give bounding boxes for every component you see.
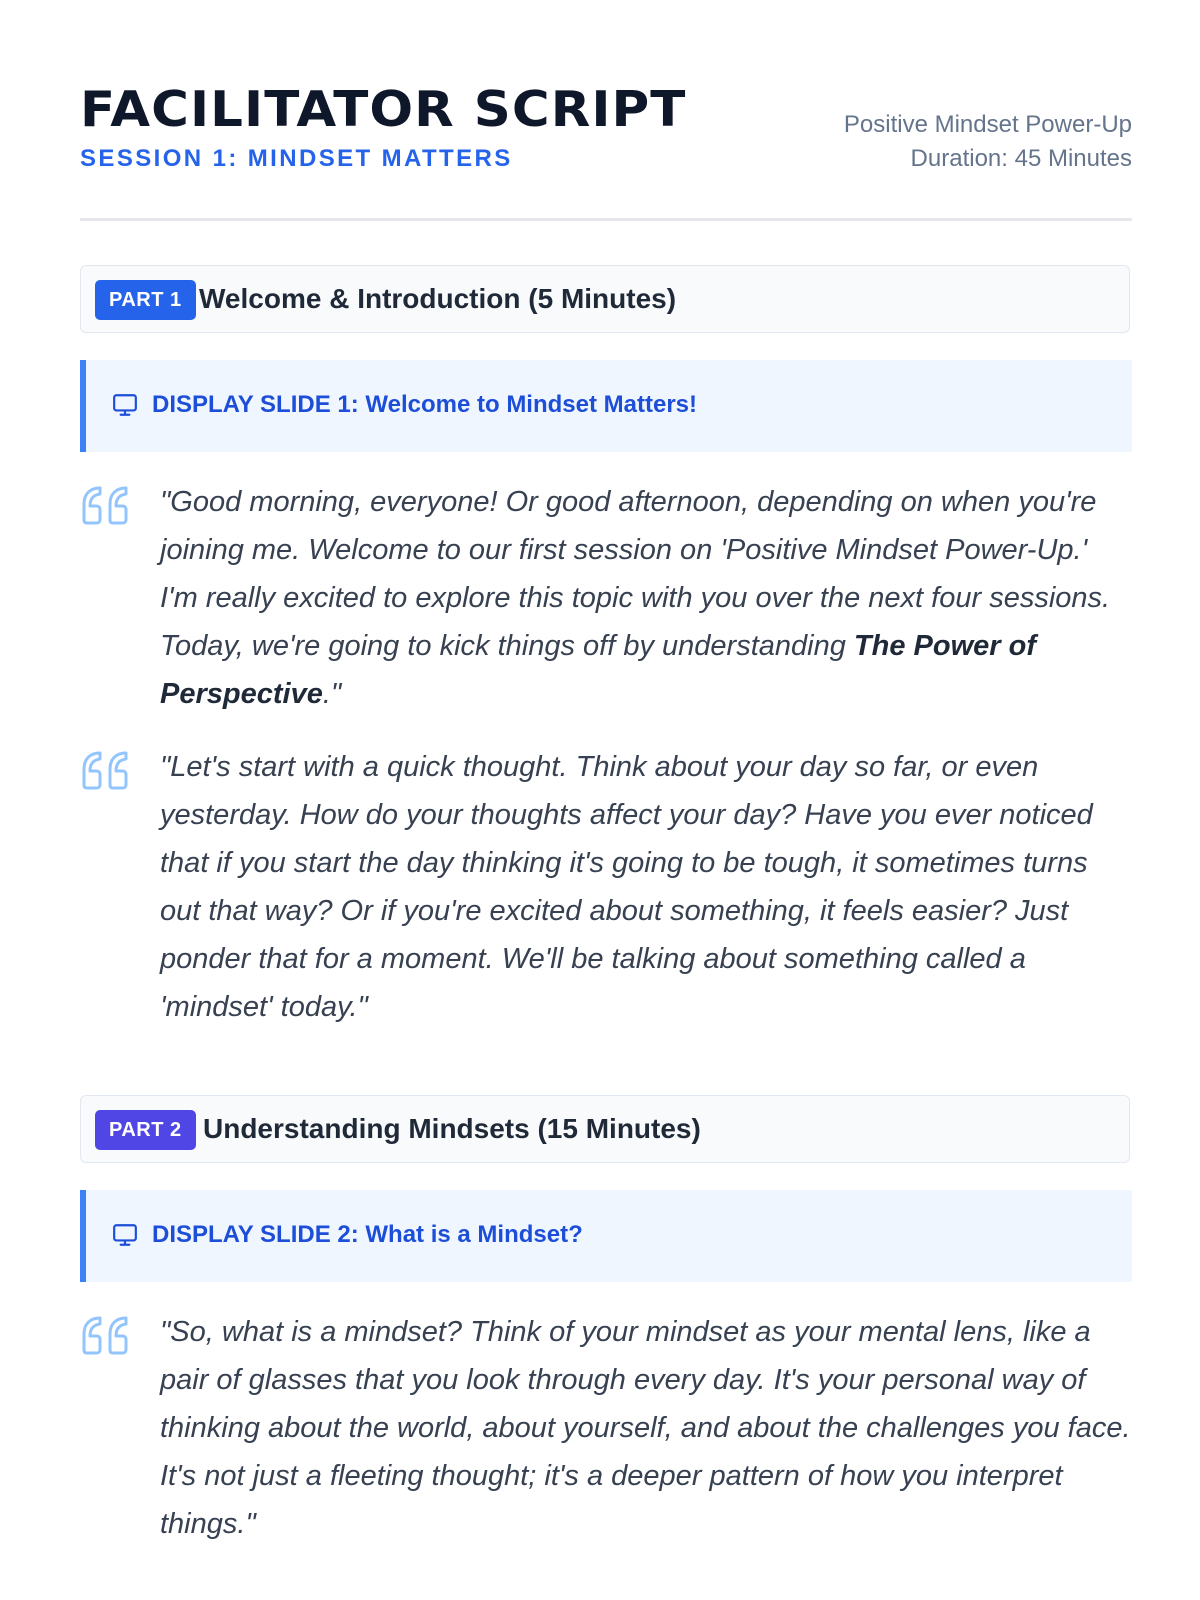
script-block-1 — [80, 478, 1132, 718]
part-1-badge: PART 1 — [95, 280, 196, 320]
document-header — [80, 0, 1132, 221]
monitor-icon — [112, 392, 138, 418]
part-2-header — [80, 1095, 1130, 1163]
part-2-title: Understanding Mindsets (15 Minutes) — [203, 1113, 701, 1144]
script-block-3 — [80, 1308, 1132, 1548]
script-text-1-end: ." — [322, 678, 342, 710]
monitor-icon — [112, 1222, 138, 1248]
quote-icon — [80, 1312, 130, 1356]
session-duration: Duration: 45 Minutes — [910, 145, 1132, 172]
slide-2-callout — [80, 1190, 1132, 1282]
slide-2-label: DISPLAY SLIDE 2: What is a Mindset? — [152, 1221, 583, 1248]
part-1-title: Welcome & Introduction (5 Minutes) — [199, 283, 677, 314]
script-block-2 — [80, 743, 1132, 1031]
part-2-badge: PART 2 — [95, 1110, 196, 1150]
session-subtitle: SESSION 1: MINDSET MATTERS — [80, 145, 513, 172]
program-name: Positive Mindset Power-Up — [843, 111, 1132, 138]
script-text-1 — [160, 478, 1132, 718]
slide-1-callout — [80, 360, 1132, 452]
document-title: FACILITATOR SCRIPT — [80, 81, 687, 138]
part-1-header — [80, 265, 1130, 333]
facilitator-script-page — [80, 0, 1132, 1540]
script-emphasis: The Power of Perspective — [160, 630, 1036, 710]
session-meta — [844, 108, 1132, 176]
quote-icon — [80, 482, 130, 526]
script-text-2: "Let's start with a quick thought. Think about your day so far, or even yesterday. How do your thoughts affect your day? Have you ever noticed that if you start the day thinking it's going to be tough, it sometimes turns out that way? Or if you're excited about something, it feels easier? Just ponder that for a moment. We'll be talking about something called a 'mindset' today." — [160, 751, 1093, 1023]
quote-icon — [80, 747, 130, 791]
script-text-1-start: "Good morning, everyone! Or good afternoon, depending on when you're joining me. Welcome to our first session on 'Positive Mindset Power-Up.' I'm really excited to explore this topic with you over the next four sessions. Today, we're going to kick things off by understanding — [160, 486, 1111, 662]
script-text-3: "So, what is a mindset? Think of your mindset as your mental lens, like a pair of glasses that you look through every day. It's your personal way of thinking about the world, about yourself, and about the challenges you face. It's not just a fleeting thought; it's a deeper pattern of how you interpret things." — [160, 1316, 1131, 1540]
slide-1-label: DISPLAY SLIDE 1: Welcome to Mindset Matters! — [152, 391, 698, 418]
